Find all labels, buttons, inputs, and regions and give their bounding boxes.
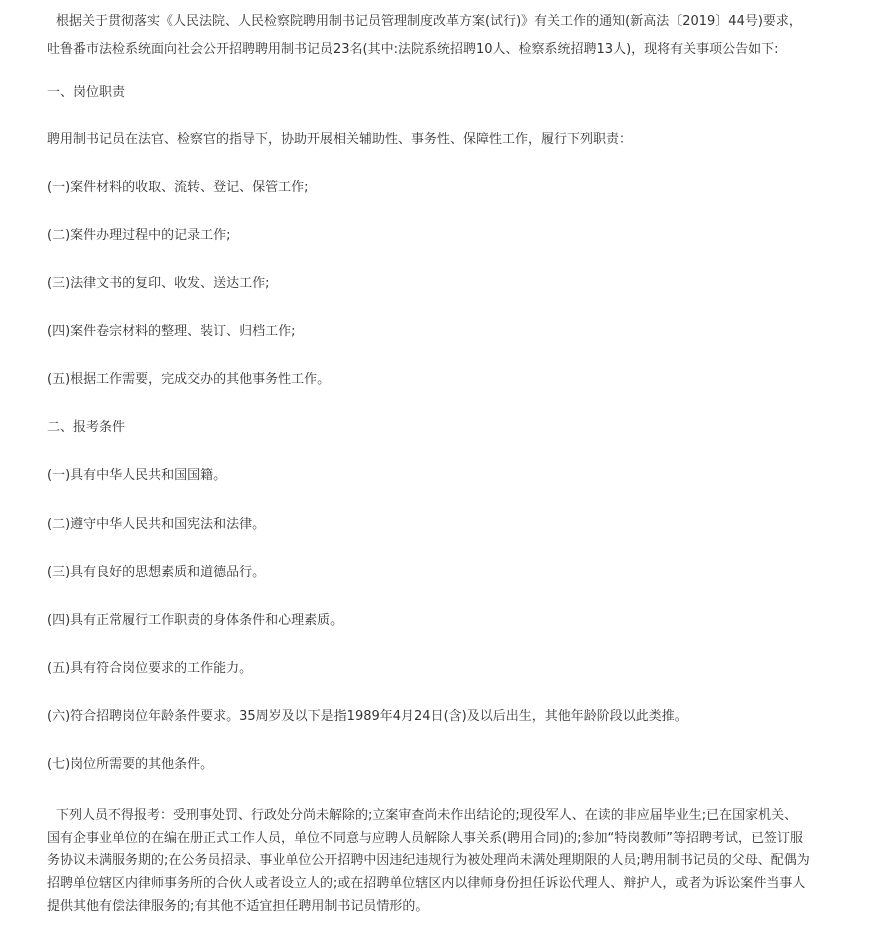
duty-item: (五)根据工作需要，完成交办的其他事务性工作。 xyxy=(47,372,331,387)
condition-item: (三)具有良好的思想素质和道德品行。 xyxy=(47,565,266,580)
duty-item: (四)案件卷宗材料的整理、装订、归档工作; xyxy=(47,324,296,339)
duty-item: (一)案件材料的收取、流转、登记、保管工作; xyxy=(47,180,309,195)
restrictions-line: 国有企事业单位的在编在册正式工作人员，单位不同意与应聘人员解除人事关系(聘用合同)的;参加“特岗教师”等招聘考试，已签订服 xyxy=(47,830,803,846)
condition-item: (五)具有符合岗位要求的工作能力。 xyxy=(47,661,253,676)
duty-item: (二)案件办理过程中的记录工作; xyxy=(47,228,231,243)
intro-paragraph xyxy=(47,8,862,64)
restrictions-line: 下列人员不得报考：受刑事处罚、行政处分尚未解除的;立案审查尚未作出结论的;现役军人、在读的非应届毕业生;已在国家机关、 xyxy=(56,808,798,823)
duty-item: (三)法律文书的复印、收发、送达工作; xyxy=(47,276,270,291)
section-heading-duties: 一、岗位职责 xyxy=(47,85,126,100)
condition-item: (一)具有中华人民共和国国籍。 xyxy=(47,468,227,483)
duties-lead: 聘用制书记员在法官、检察官的指导下，协助开展相关辅助性、事务性、保障性工作，履行下列职责： xyxy=(47,132,633,147)
condition-item: (四)具有正常履行工作职责的身体条件和心理素质。 xyxy=(47,613,344,628)
section-heading-conditions: 二、报考条件 xyxy=(47,420,126,435)
condition-item: (六)符合招聘岗位年龄条件要求。35周岁及以下是指1989年4月24日(含)及以后出生，其他年龄阶段以此类推。 xyxy=(47,709,688,724)
restrictions-line: 招聘单位辖区内律师事务所的合伙人或者设立人的;或在招聘单位辖区内以律师身份担任诉讼代理人、辩护人，或者为诉讼案件当事人 xyxy=(47,876,806,892)
intro-line-2: 吐鲁番市法检系统面向社会公开招聘聘用制书记员23名(其中:法院系统招聘10人、检察系统招聘13人)，现将有关事项公告如下: xyxy=(47,42,779,57)
condition-item: (二)遵守中华人民共和国宪法和法律。 xyxy=(47,517,266,532)
restrictions-line: 提供其他有偿法律服务的;有其他不适宜担任聘用制书记员情形的。 xyxy=(47,898,429,914)
intro-line-1: 根据关于贯彻落实《人民法院、人民检察院聘用制书记员管理制度改革方案(试行)》有关工作的通知(新高法〔2019〕44号)要求， xyxy=(56,14,802,29)
restrictions-line: 务协议未满服务期的;在公务员招录、事业单位公开招聘中因违纪违规行为被处理尚未满处理期限的人员;聘用制书记员的父母、配偶为 xyxy=(47,853,810,869)
restrictions-paragraph xyxy=(47,805,862,919)
condition-item: (七)岗位所需要的其他条件。 xyxy=(47,757,214,772)
